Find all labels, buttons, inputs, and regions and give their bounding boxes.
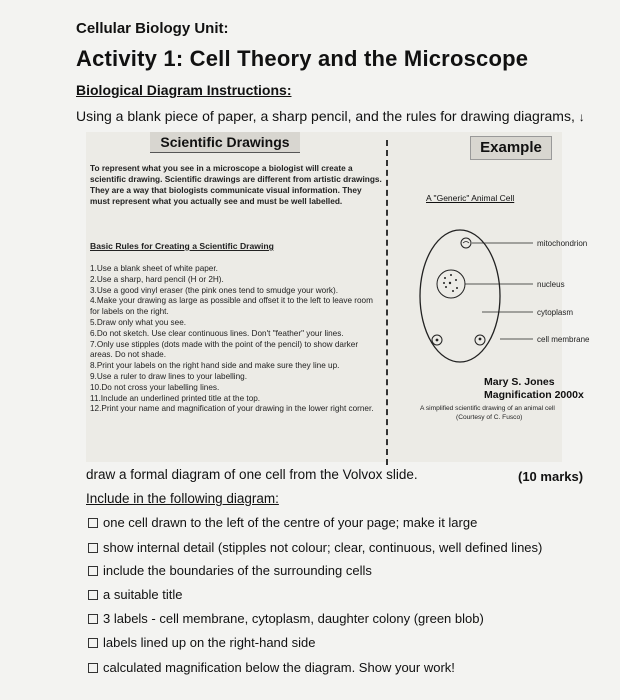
diagram-credit: (Courtesy of C. Fusco): [456, 414, 523, 421]
checkbox-icon: [88, 614, 98, 624]
signature-magnification: Magnification 2000x: [484, 389, 584, 401]
mitochondrion-icon: [461, 238, 471, 248]
include-title: Include in the following diagram:: [86, 491, 279, 506]
task-text: draw a formal diagram of one cell from the Volvox slide.: [86, 467, 418, 482]
scientific-drawings-heading: Scientific Drawings: [150, 132, 300, 153]
checkbox-icon: [88, 590, 98, 600]
rule-item: 11.Include an underlined printed title at the top.: [90, 393, 261, 403]
rule-item: 7.Only use stipples (dots made with the point of the pencil) to show darker areas. Do not shade.: [90, 339, 359, 360]
checklist-item-text: one cell drawn to the left of the centre of your page; make it large: [103, 515, 478, 530]
checkbox-icon: [88, 566, 98, 576]
intro-text: [76, 108, 585, 124]
organelle-icon: [432, 335, 442, 345]
example-heading: Example: [470, 136, 552, 160]
label-nucleus: nucleus: [537, 280, 565, 289]
signature-name: Mary S. Jones: [484, 376, 555, 388]
checklist-item: [88, 611, 484, 626]
rule-item: 10.Do not cross your labelling lines.: [90, 382, 220, 392]
instructions-title: Biological Diagram Instructions:: [76, 82, 292, 98]
checklist-item-text: a suitable title: [103, 587, 183, 602]
checkbox-icon: [88, 663, 98, 673]
rule-item: 1.Use a blank sheet of white paper.: [90, 264, 218, 273]
diagram-title: A "Generic" Animal Cell: [426, 193, 515, 203]
organelle-icon: [475, 335, 485, 345]
checklist-item-text: calculated magnification below the diagram. Show your work!: [103, 660, 455, 675]
checklist-item: [88, 540, 542, 555]
checklist-item: [88, 587, 183, 602]
checklist-item-text: include the boundaries of the surrounding cells: [103, 563, 372, 578]
checklist-item-text: labels lined up on the right-hand side: [103, 635, 316, 650]
label-cytoplasm: cytoplasm: [537, 308, 574, 317]
marks-value: (10 marks): [518, 469, 584, 484]
rule-item: 3.Use a good vinyl eraser (the pink ones tend to smudge your work).: [90, 285, 339, 295]
checklist-item: [88, 660, 455, 675]
rule-item: 5.Draw only what you see.: [90, 317, 187, 327]
unit-title: Cellular Biology Unit:: [76, 20, 229, 37]
intro-paragraph: To represent what you see in a microscope a biologist will create a scientific drawing. Scientific drawings are different from artistic drawings. They are a way that biologists communicate visual information. They must represent what you actually see and must be well labelled.: [90, 163, 382, 206]
rule-item: 9.Use a ruler to draw lines to your labelling.: [90, 371, 248, 381]
rule-item: 8.Print your labels on the right hand side and make sure they line up.: [90, 361, 340, 371]
rule-item: 12.Print your name and magnification of your drawing in the lower right corner.: [90, 404, 374, 414]
diagram-caption: A simplified scientific drawing of an animal cell: [420, 405, 555, 412]
rule-item: 4.Make your drawing as large as possible and offset it to the left to leave room for labels on the right.: [90, 296, 373, 317]
down-arrow-icon: ↓: [578, 110, 585, 124]
checklist-item: [88, 515, 477, 530]
label-mitochondrion: mitochondrion: [537, 239, 588, 248]
rule-item: 2.Use a sharp, hard pencil (H or 2H).: [90, 274, 224, 284]
checkbox-icon: [88, 518, 98, 528]
activity-title: Activity 1: Cell Theory and the Microscope: [76, 46, 529, 71]
rule-item: 6.Do not sketch. Use clear continuous lines. Don't "feather" your lines.: [90, 328, 344, 338]
rules-list: [90, 264, 382, 415]
label-cell-membrane: cell membrane: [537, 335, 590, 344]
checklist-item: [88, 563, 372, 578]
checklist-item: [88, 635, 315, 650]
checklist-item-text: 3 labels - cell membrane, cytoplasm, daughter colony (green blob): [103, 611, 484, 626]
nucleus-icon: [437, 270, 465, 298]
dashed-divider: [386, 140, 388, 465]
checkbox-icon: [88, 638, 98, 648]
checklist-item-text: show internal detail (stipples not colour; clear, continuous, well defined lines): [103, 540, 543, 555]
rules-title: Basic Rules for Creating a Scientific Drawing: [90, 241, 274, 251]
checkbox-icon: [88, 543, 98, 553]
intro-sentence: Using a blank piece of paper, a sharp pencil, and the rules for drawing diagrams,: [76, 108, 575, 124]
animal-cell-diagram: [398, 212, 620, 382]
